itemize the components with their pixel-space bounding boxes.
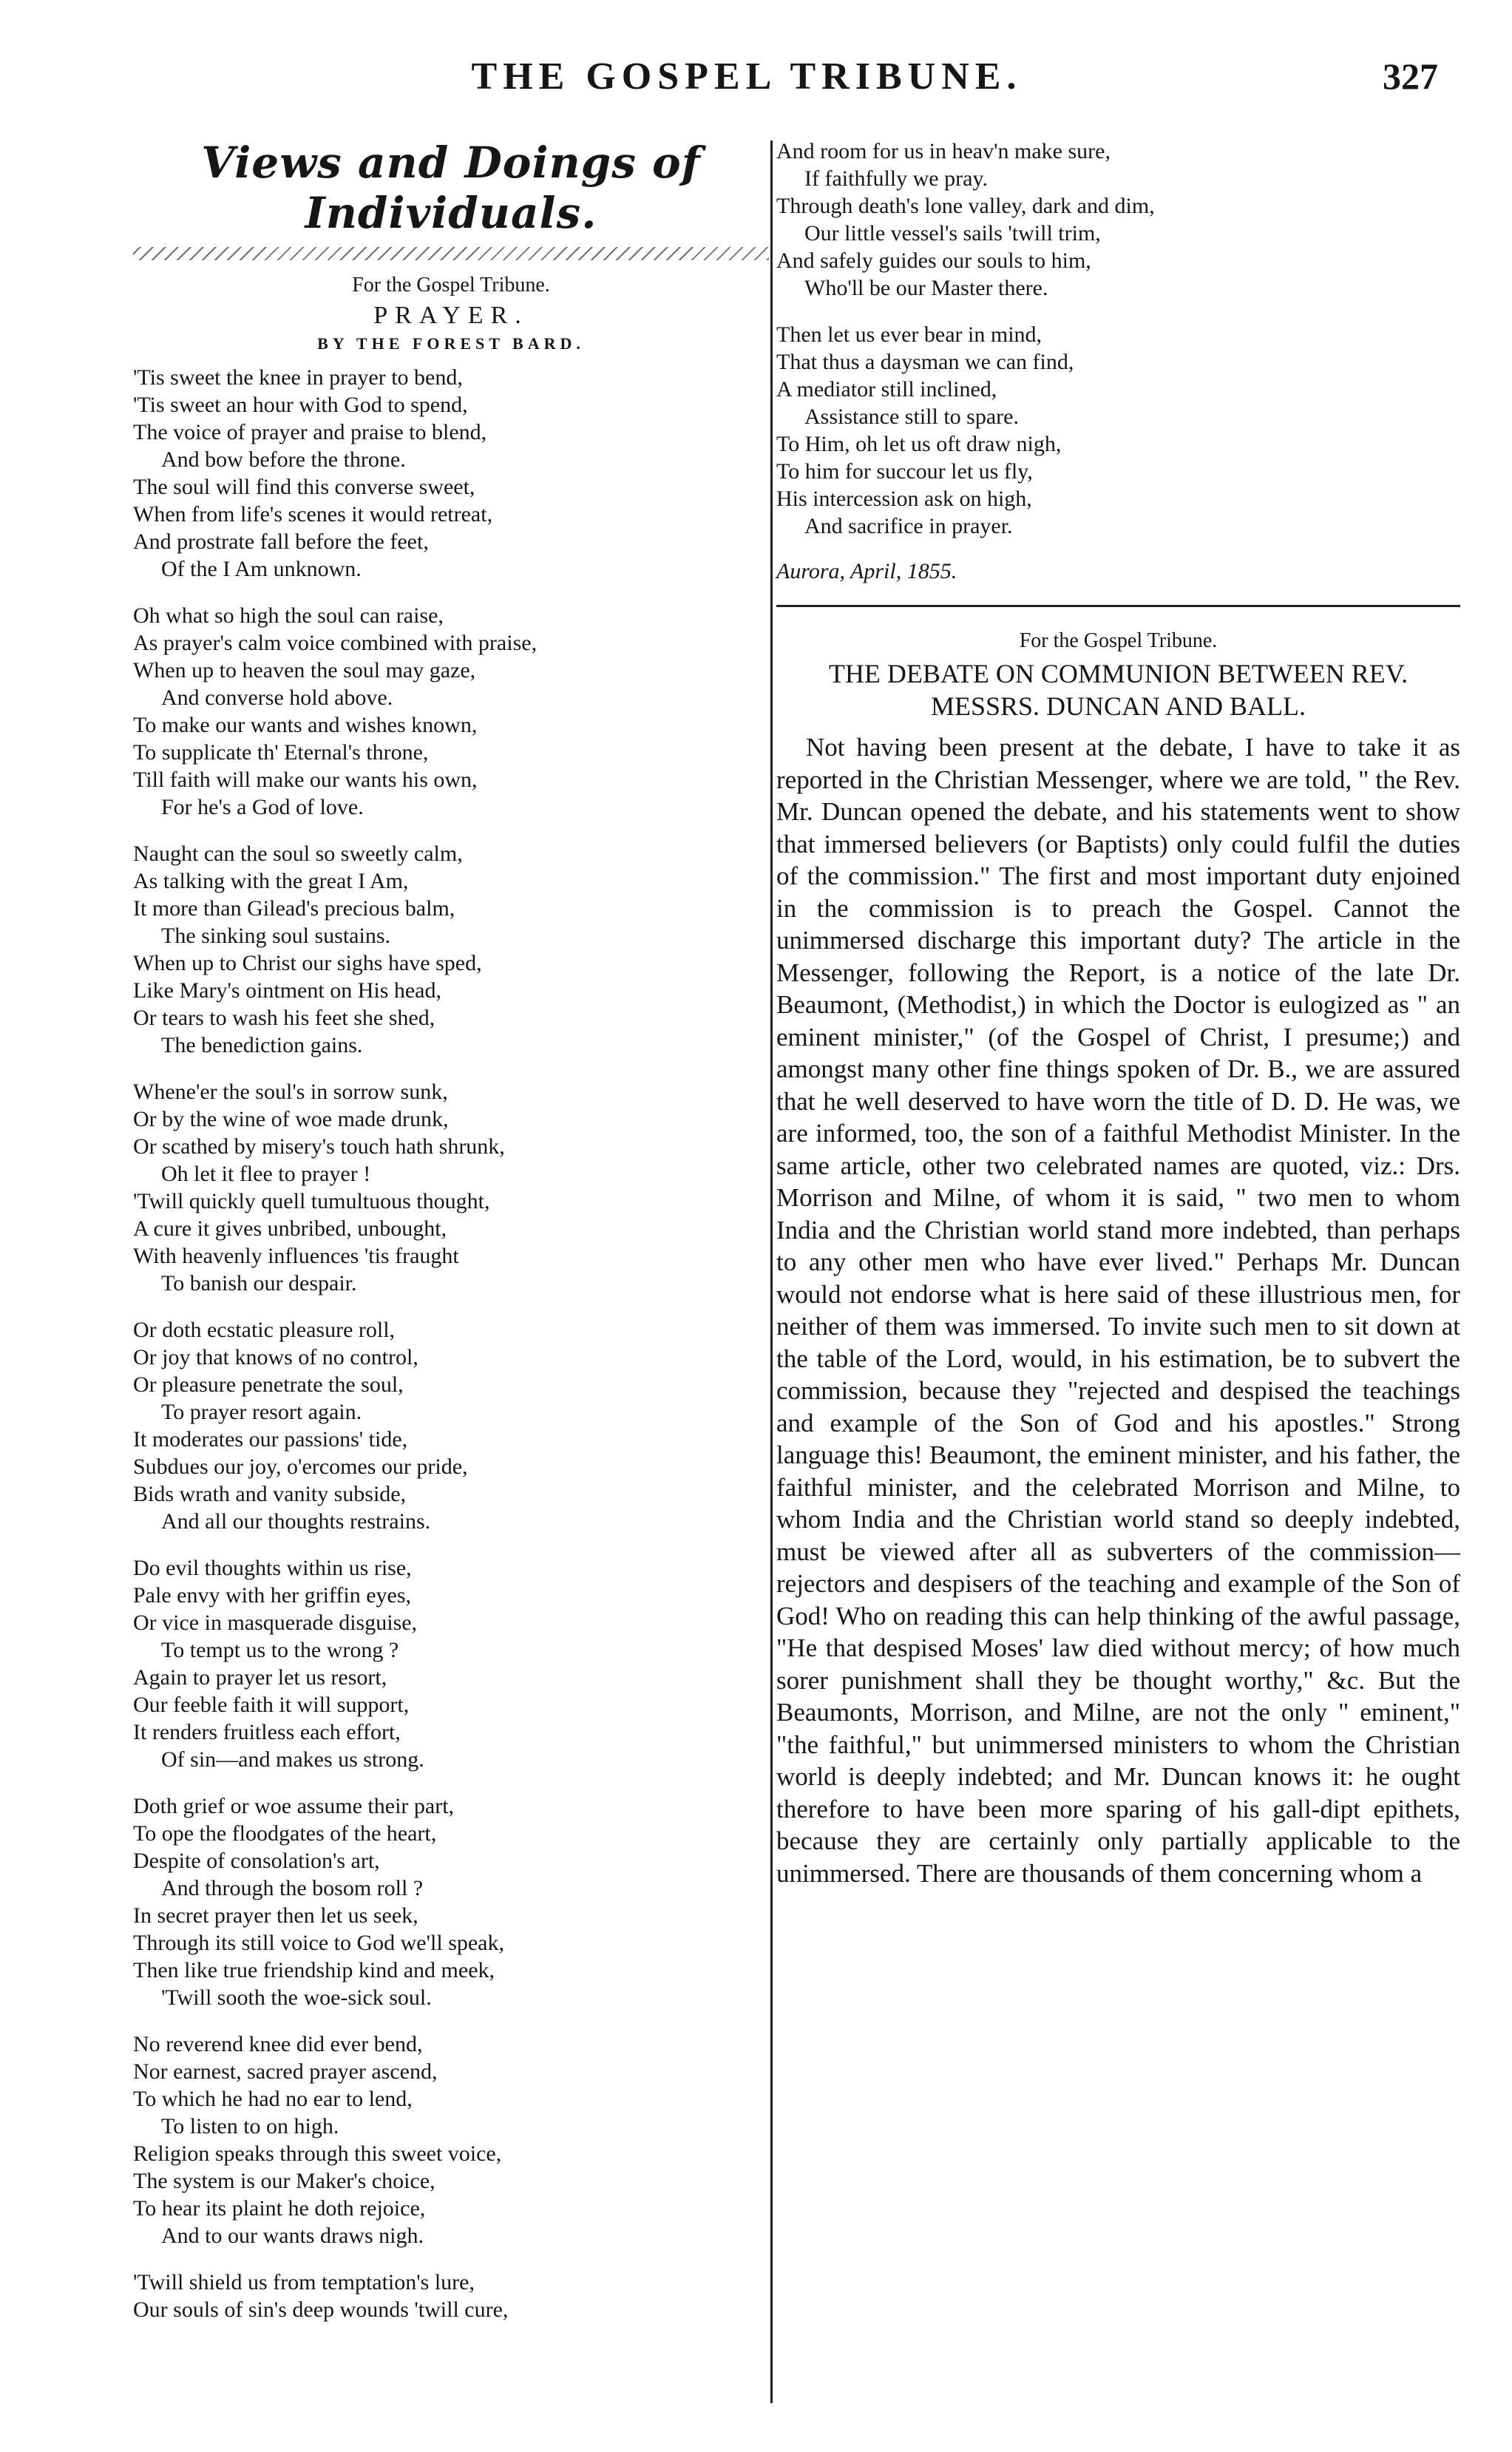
poem-line: To him for succour let us fly, [776, 459, 1033, 484]
poem-line: To supplicate th' Eternal's throne, [133, 740, 429, 765]
poem-line: Through death's lone valley, dark and dim, [776, 194, 1155, 218]
poem-line: Subdues our joy, o'ercomes our pride, [133, 1454, 468, 1479]
poem-line: And to our wants draws nigh. [161, 2224, 424, 2248]
poem-continuation [776, 138, 1460, 540]
poem-line: As talking with the great I Am, [133, 869, 409, 893]
poem-line: Doth grief or woe assume their part, [133, 1794, 455, 1818]
poem-line: Bids wrath and vanity subside, [133, 1482, 407, 1506]
poem-title: PRAYER. [373, 302, 529, 329]
article-source-line: For the Gospel Tribune. [1019, 629, 1218, 652]
poem-line: Or tears to wash his feet she shed, [133, 1006, 435, 1030]
poem-line: Assistance still to spare. [804, 404, 1019, 429]
poem-line: When from life's scenes it would retreat, [133, 502, 493, 526]
poem-line: Religion speaks through this sweet voice, [133, 2141, 502, 2166]
poem-line: With heavenly influences 'tis fraught [133, 1244, 459, 1268]
poem-line: Then like true friendship kind and meek, [133, 1958, 495, 1982]
poem-line: To ope the floodgates of the heart, [133, 1821, 437, 1846]
poem-line: To which he had no ear to lend, [133, 2087, 413, 2111]
article-body: Not having been present at the debate, I have to take it as reported in the Christian Messenger, where we are told, " the Rev. Mr. Duncan opened the debate, and his statements went to show that immersed believers (or Baptists) only could fulfil the duties of the commission." The first and most important duty enjoined in the commission is to preach the Gospel. Cannot the unimmersed discharge this important duty? The article in the Messenger, following the Report, is a notice of the late Dr. Beaumont, (Methodist,) in which the Doctor is eulogized as " an eminent minister," (of the Gospel of Christ, I presume;) and amongst many other fine things spoken of Dr. B., we are assured that he well deserved to have worn the title of D. D. He was, we are informed, too, the son of a faithful Methodist Minister. In the same article, other two celebrated names are quoted, viz.: Drs. Morrison and Milne, of whom it is said, " two men to whom India and the Christian world stand more indebted, than perhaps to any other men who have ever lived." Perhaps Mr. Duncan would not endorse what is here said of these illustrious men, for neither of them was immersed. To invite such men to sit down at the table of the Lord, would, in his estimation, be to subvert the commission, because they "rejected and despised the teachings and example of the Son of God and his apostles." Strong language this! Beaumont, the eminent minister, and his father, the faithful minister, and the celebrated Morrison and Milne, to whom India and the Christian world stand so deeply indebted, must be viewed after all as subverters of the commission—rejectors and despisers of the teaching and example of the Son of God! Who on reading this can help thinking of the awful passage, "He that despised Moses' law died without mercy; of how much sorer punishment shall they be thought worthy," &c. But the Beaumonts, Morrison, and Milne, are not the only " eminent," "the faithful," but unimmersed ministers to whom the Christian world is deeply indebted; and Mr. Duncan knows it: he ought therefore to have been more sparing of his gall-dipt epithets, because they are certainly only partially applicable to the unimmersed. There are thousands of them concerning whom a [776, 733, 1460, 1888]
poem-line: Pale envy with her griffin eyes, [133, 1583, 412, 1608]
poem-line: The benediction gains. [161, 1033, 363, 1057]
poem-line: It more than Gilead's precious balm, [133, 896, 455, 921]
poem-line: The sinking soul sustains. [161, 924, 391, 948]
poem-line: 'Twill shield us from temptation's lure, [133, 2270, 475, 2294]
poem-line: To make our wants and wishes known, [133, 713, 478, 737]
poem-line: It moderates our passions' tide, [133, 1427, 408, 1452]
poem-stanza [133, 840, 769, 1059]
poem-stanza [776, 138, 1460, 302]
poem-line: 'Twill sooth the woe-sick soul. [161, 1985, 432, 2010]
right-column [776, 138, 1460, 1889]
section-title: Views and Doings of Individuals. [201, 138, 701, 238]
section-divider [776, 605, 1460, 607]
poem-stanza [776, 321, 1460, 540]
poem-line: For he's a God of love. [161, 795, 364, 819]
poem-line: Or doth ecstatic pleasure roll, [133, 1318, 396, 1342]
poem-line: Naught can the soul so sweetly calm, [133, 841, 463, 866]
poem-stanza [133, 1078, 769, 1297]
poem-line: As prayer's calm voice combined with praise, [133, 631, 538, 655]
poem-line: 'Tis sweet an hour with God to spend, [133, 393, 468, 417]
poem-stanza [133, 1554, 769, 1773]
poem-line: Despite of consolation's art, [133, 1849, 380, 1873]
poem-line: Of sin—and makes us strong. [161, 1747, 424, 1772]
poem-line: And prostrate fall before the feet, [133, 529, 429, 554]
poem-line: Of the I Am unknown. [161, 557, 362, 581]
poem-line: 'Twill quickly quell tumultuous thought, [133, 1189, 490, 1213]
poem-line: And sacrifice in prayer. [804, 514, 1013, 538]
poem-line: When up to Christ our sighs have sped, [133, 951, 482, 975]
page-header [0, 55, 1512, 114]
poem-line: Or by the wine of woe made drunk, [133, 1107, 449, 1131]
poem-line: Till faith will make our wants his own, [133, 768, 478, 792]
poem-line: To prayer resort again. [161, 1400, 362, 1424]
poem-line: Our little vessel's sails 'twill trim, [804, 221, 1101, 245]
poem-line: The system is our Maker's choice, [133, 2169, 435, 2193]
poem-line: To tempt us to the wrong ? [161, 1638, 399, 1662]
poem-line: Again to prayer let us resort, [133, 1665, 387, 1690]
poem-line: His intercession ask on high, [776, 487, 1032, 511]
poem-line: 'Tis sweet the knee in prayer to bend, [133, 365, 463, 390]
poem-signoff: Aurora, April, 1855. [776, 559, 957, 583]
poem-line: To banish our despair. [161, 1271, 357, 1296]
poem-line: Or joy that knows of no control, [133, 1345, 418, 1369]
ornamental-rule [133, 247, 769, 260]
poem-line: No reverend knee did ever bend, [133, 2032, 423, 2056]
column-divider [770, 140, 773, 2403]
poem-line: In secret prayer then let us seek, [133, 1903, 418, 1928]
poem-line: Our souls of sin's deep wounds 'twill cure, [133, 2297, 509, 2322]
poem-line: Our feeble faith it will support, [133, 1693, 410, 1717]
poem-stanza [133, 2031, 769, 2249]
poem-line: To Him, oh let us oft draw nigh, [776, 432, 1062, 456]
poem-line: If faithfully we pray. [804, 166, 988, 191]
poem-line: The voice of prayer and praise to blend, [133, 420, 487, 444]
poem-line: Or scathed by misery's touch hath shrunk, [133, 1134, 505, 1159]
poem-line: And converse hold above. [161, 685, 393, 710]
poem-line: Do evil thoughts within us rise, [133, 1556, 412, 1580]
poem-line: Whene'er the soul's in sorrow sunk, [133, 1080, 448, 1104]
poem-line: When up to heaven the soul may gaze, [133, 658, 476, 683]
poem-byline: BY THE FOREST BARD. [317, 334, 585, 353]
poem-line: And all our thoughts restrains. [161, 1509, 431, 1534]
poem-line: Or pleasure penetrate the soul, [133, 1372, 404, 1397]
poem-stanza [133, 602, 769, 821]
poem-line: And through the bosom roll ? [161, 1876, 424, 1900]
poem-line: And room for us in heav'n make sure, [776, 139, 1111, 163]
poem-line: To listen to on high. [161, 2114, 339, 2138]
poem-stanza [133, 2269, 769, 2323]
source-line: For the Gospel Tribune. [352, 274, 550, 297]
poem-line: Nor earnest, sacred prayer ascend, [133, 2059, 438, 2084]
poem-stanza [133, 1316, 769, 1535]
page-number: 327 [1383, 55, 1438, 97]
poem-line: The soul will find this converse sweet, [133, 475, 475, 499]
poem-line: That thus a daysman we can find, [776, 350, 1074, 374]
poem-line: It renders fruitless each effort, [133, 1720, 401, 1744]
poem-line: Oh let it flee to prayer ! [161, 1162, 371, 1186]
poem-line: And safely guides our souls to him, [776, 248, 1091, 273]
poem-line: Oh what so high the soul can raise, [133, 603, 444, 628]
poem-line: Who'll be our Master there. [804, 276, 1048, 300]
publication-title: THE GOSPEL TRIBUNE. [471, 55, 1023, 98]
poem-stanza [133, 364, 769, 583]
poem-line: A mediator still inclined, [776, 377, 997, 402]
poem-line: Then let us ever bear in mind, [776, 322, 1043, 347]
poem-body [133, 364, 769, 2323]
poem-line: Or vice in masquerade disguise, [133, 1611, 418, 1635]
poem-line: To hear its plaint he doth rejoice, [133, 2196, 426, 2221]
left-column [133, 138, 769, 2343]
poem-line: And bow before the throne. [161, 447, 406, 472]
poem-line: A cure it gives unbribed, unbought, [133, 1216, 447, 1241]
poem-line: Like Mary's ointment on His head, [133, 978, 441, 1003]
poem-line: Through its still voice to God we'll speak, [133, 1931, 505, 1955]
poem-stanza [133, 1792, 769, 2011]
article-title: THE DEBATE ON COMMUNION BETWEEN REV. MESSRS. DUNCAN AND BALL. [828, 659, 1408, 721]
